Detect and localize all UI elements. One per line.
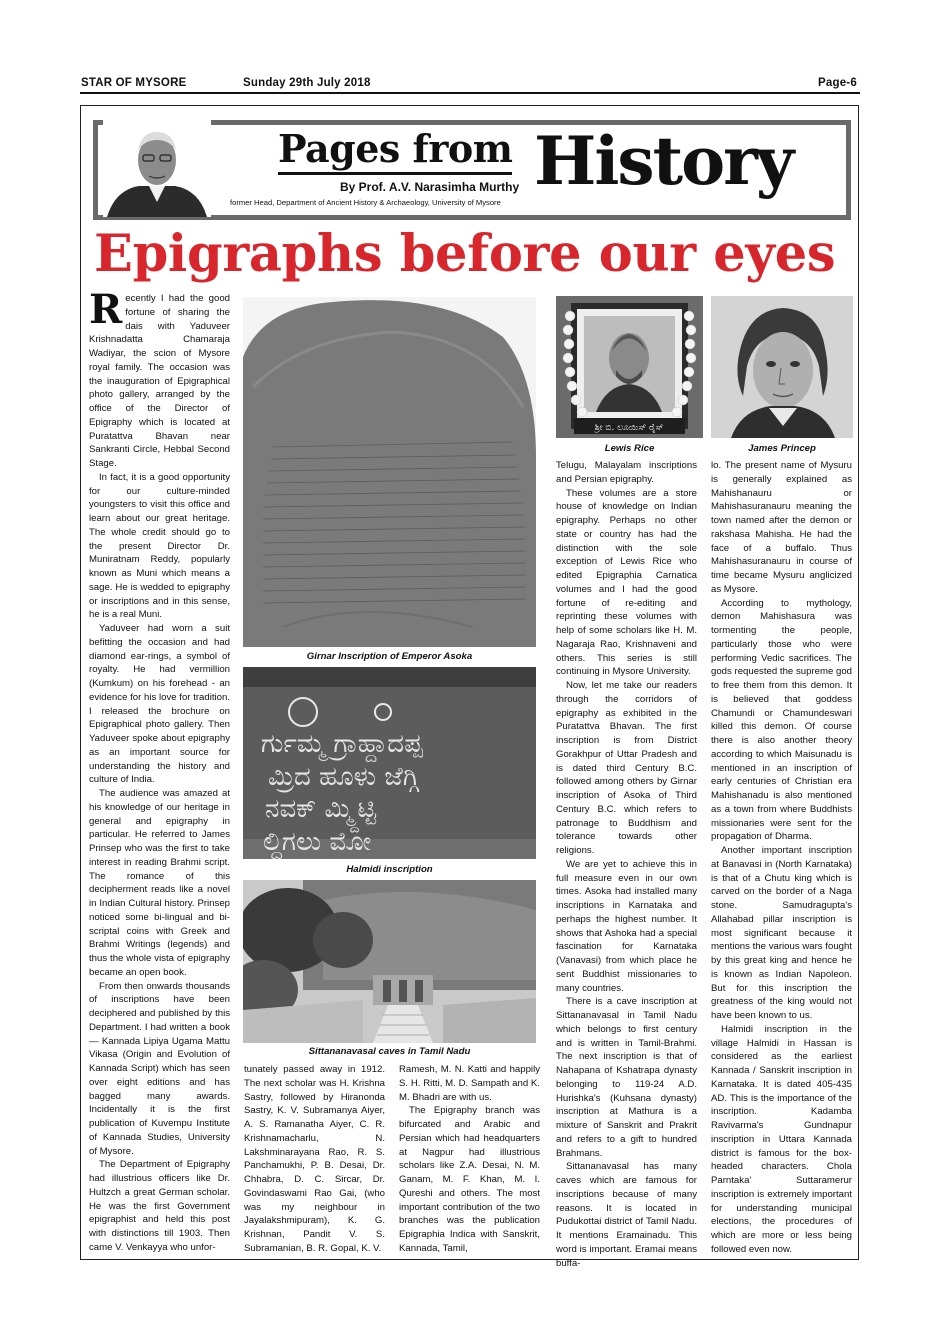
author-byline: By Prof. A.V. Narasimha Murthy — [340, 180, 520, 194]
col3-paragraph-2: The Epigraphy branch was bifurcated and Arabic and Persian which had headquarters at Nagpur had illustrious scholars like Z.A. Desai, N. M. Ganam, M. F. Khan, M. I. Qureshi and others. The most important contribution of the two branches was the publication Epigraphia Indica with Sanskrit, Kannada, Tamil, — [399, 1105, 540, 1254]
column-5 — [711, 459, 852, 1257]
header-rule — [80, 92, 860, 94]
col4-paragraph-2: These volumes are a store house of knowledge on Indian epigraphy. Perhaps no other state or country has had the distinction with the sole exception of Lewis Rice who edited Epigraphia Carnatica volumes and I had the good fortune of re-editing and reprinting these volumes with help of some scholars like H. M. Nagaraja Rao, Krishnaveni and others. This series is still continuing in Mysore University. — [556, 487, 697, 678]
halmidi-inscription-photo — [243, 667, 536, 859]
author-affiliation: former Head, Department of Ancient History & Archaeology, University of Mysore — [230, 198, 501, 207]
sittanavasal-caption: Sittananavasal caves in Tamil Nadu — [308, 1046, 471, 1057]
sittanavasal-caves-photo — [243, 880, 536, 1043]
author-photo — [103, 120, 211, 217]
col5-paragraph-4: Halmidi inscription in the village Halmidi in Hassan is considered as the earliest Kannada / Sanskrit inscription in Karnataka. It is dated 405-435 AD. This is the importance of the inscription. Kadamba Ravivarma's Gundnapur inscription in Uttara Kannada district is famous for the box-headed characters. Chola Parntaka' Suttaramerur inscription is extremely important for understanding municipal elections, the procedures of which are more or less being followed even now. — [711, 1023, 852, 1255]
col4-paragraph-1: Telugu, Malayalam inscriptions and Persian epigraphy. — [556, 460, 697, 485]
col3-paragraph-1: Ramesh, M. N. Katti and happily S. H. Ritti, M. D. Sampath and K. M. Bhadri are with us. — [399, 1064, 540, 1103]
column-1 — [89, 286, 230, 1255]
column-3 — [399, 1063, 540, 1256]
halmidi-line-4: ಲ್ದಿಗಲು ಮೋ — [263, 827, 372, 857]
pages-from-text: Pages from — [278, 126, 512, 175]
col4-paragraph-4: We are yet to achieve this in full measure even in our own times. Asoka had installed many inscriptions in Karnataka and perhaps the highest number. It shows that Ashoka had a special fascination for Karnataka (Vanavasi) from which place he sent Buddhist missionaries to many countries. — [556, 858, 697, 994]
col2-paragraph-1: tunately passed away in 1912. The next scholar was H. Krishna Sastry, followed by Hiranonda Sastry, K. V. Subramanya Aiyer, A. S. Ramanatha Aiyer, C. R. Krishnamacharlu, N. Lakshminarayana Rao, R. S. Panchamukhi, P. B. Desai, Dr. Chhabra, D. C. Sircar, Dr. Govindaswami Rao Gai, (who was my neighbour in Jayalakshmipuram), K. G. Krishnan, Pandit V. S. Subramanian, B. R. Gopal, K. V. — [244, 1064, 385, 1254]
lewis-rice-photo — [556, 296, 703, 438]
girnar-inscription-photo — [243, 297, 536, 647]
col5-paragraph-1: lo. The present name of Mysuru is generally explained as Mahishanauru or Mahishasuranauru meaning the town named after the demon or rakshasa Mahisha. He had the face of a buffalo. Thus Mahishasuranauru in course of time became Mysuru anglicized as Mysore. — [711, 460, 852, 595]
james-prinsep-caption: James Princep — [748, 443, 816, 454]
drop-cap: R — [89, 286, 123, 333]
col5-paragraph-2: According to mythology, demon Mahishasura was tormenting the people, particularly those who were performing Vedic sacrifices. The gods requested the supreme god to free them from this demon. It is believed that goddess Chamundi or Chamundeswari killed this demon. Of course there is also another theory according to which Maisunadu is mentioned in an inscription of early centuries of Christian era Mahishanadu is also mentioned as a town from where Buddhists missionaries were sent for the propagation of Dharma. — [711, 597, 852, 843]
col4-paragraph-3: Now, let me take our readers through the corridors of epigraphy as exhibited in the Puratattva Bhavan. The first inscription is from District Gorakhpur of Uttar Pradesh and is dated third Century B.C. followed among others by Girnar inscription of Asoka of Third Century B.C. which refers to patronage to Buddhism and tolerance towards other religions. — [556, 680, 697, 856]
halmidi-line-3: ನವಕ್ ಮ್ಮ್ದಿಟ್ಟಿ — [265, 794, 377, 824]
col1-paragraph-2: In fact, it is a good opportunity for our culture-minded youngsters to visit this office and learn about our great heritage. The whole credit should go to the present Director Dr. Muniratnam Reddy, popularly known as Muni which means a sage. He is wedded to epigraphy or inscriptions and in this sense, he is a real Muni. — [89, 471, 230, 621]
headline: Epigraphs before our eyes — [94, 224, 836, 284]
col1-paragraph-4: The audience was amazed at his knowledge of our heritage in general and epigraphy in particular. He referred to James Prinsep who was the first to take interest in reading Brahmi script. The romance of this decipherment reads like a novel in Indian Cultural history. Prinsep noticed some bi-lingual and bi-scriptal coins with Greek and Brahmi Writings (legends) and thus the whole vista of epigraphy became an open book. — [89, 788, 230, 978]
james-prinsep-portrait — [711, 296, 853, 438]
column-2 — [244, 1063, 385, 1256]
girnar-caption: Girnar Inscription of Emperor Asoka — [306, 651, 473, 662]
halmidi-line-1: ರ್ಗುಮ್ಮ ಗ್ರಾಹ್ದಾದಪ್ಪ — [261, 729, 423, 759]
lewis-rice-caption: Lewis Rice — [604, 443, 655, 454]
col5-paragraph-3: Another important inscription at Banavasi in (North Karnataka) is that of a Chutu king which is carved on the border of a Naga stone. Samudragupta's Allahabad pillar inscription is most significant because it mentions the various wars fought by this great king and hence he is known as Indian Napoleon. But for this inscription the greatness of the king would not have been known to us. — [711, 845, 852, 1021]
halmidi-caption: Halmidi inscription — [346, 864, 433, 875]
halmidi-line-2: ಮ್ರಿದ ಹೂಳು ಜೆಗ್ಗಿ — [268, 762, 419, 792]
col4-paragraph-6: Sittananavasal has many caves which are famous for inscriptions because of many reasons. It is located in Pudukottai district of Tamil Nadu. It mentions Eramainadu. This word is important. Eramai means buffa- — [556, 1161, 697, 1269]
page-number: Page-6 — [818, 77, 857, 89]
col1-paragraph-6: The Department of Epigraphy had illustrious officers like Dr. Hultzch a great German scholar. He was the first Government epigraphist and held this post with distinctions till 1903. Then came V. Venkayya who unfor- — [89, 1159, 230, 1253]
column-4 — [556, 459, 697, 1270]
issue-date: Sunday 29th July 2018 — [243, 77, 371, 89]
history-text: History — [534, 122, 793, 200]
paper-name: STAR OF MYSORE — [81, 77, 187, 89]
col4-paragraph-5: There is a cave inscription at Sittananavasal in Tamil Nadu which belongs to first century and is written in Tamil-Brahmi. The next inscription is that of Nahapana of Kshatrapa dynasty belonging to 119-24 A.D. Hurishka's (Kuhsana dynasty) inscription at Mathura is a mixture of Sanskrit and Prakrit and refers to a gift to hundred Brahmans. — [556, 996, 697, 1159]
rice-plaque: ಶ್ರೀ ಬಿ. ಲೂಯಿಸ್ ರೈಸ್ — [594, 423, 664, 433]
col1-paragraph-1: ecently I had the good fortune of sharing the dais with Yaduveer Krishnadatta Chamaraja Wadiyar, the scion of Mysore royal family. The occasion was the inauguration of Epigraphical photo gallery, arranged by the office of the Director of Epigraphy which is located at Puratattva Bhavan near Sankranti Circle, Hebbal Second Stage. — [89, 293, 230, 469]
col1-paragraph-3: Yaduveer had worn a suit befitting the occasion and had diamond ear-rings, a symbol of royalty. He had vermillion (Kumkum) on his forehead - an evidence for his love for tradition. I released the brochure on Epigraphical photo gallery. Then Yaduveer spoke about epigraphy as an important source for understanding the history and culture of India. — [89, 623, 230, 786]
col1-paragraph-5: From then onwards thousands of inscriptions have been deciphered and published by this Department. I had written a book — Kannada Lipiya Ugama Mattu Vikasa (Origin and Evolution of Kannada Script) which has seen over eight editions and has bagged many awards. Incidentally it is the first publication of Kuvempu Institute of Kannada Studies, University of Mysore. — [89, 980, 230, 1157]
